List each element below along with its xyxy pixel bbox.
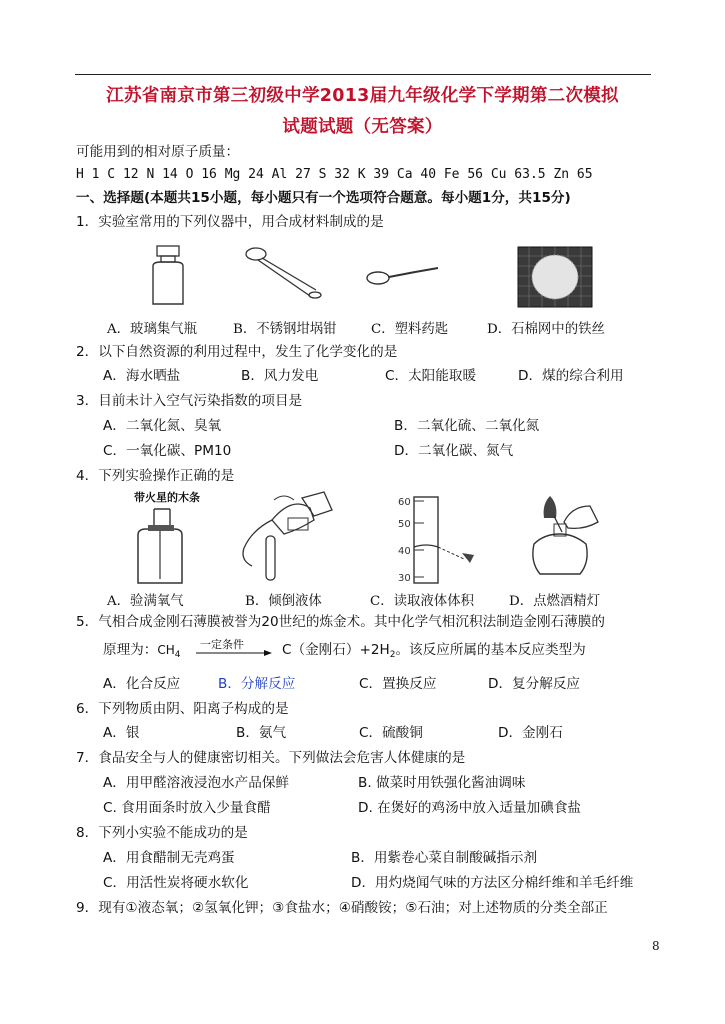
- reactant-formula: CH: [157, 643, 175, 657]
- question-1-option-a: A．玻璃集气瓶: [107, 322, 198, 337]
- page-title-line1: 江苏省南京市第三初级中学2013届九年级化学下学期第二次模拟: [106, 86, 619, 106]
- question-1-option-c: C．塑料药匙: [371, 322, 449, 337]
- question-4-stem: 4．下列实验操作正确的是: [76, 468, 235, 484]
- question-4-option-d: D．点燃酒精灯: [509, 594, 601, 609]
- question-6-option-b: B．氨气: [236, 725, 287, 741]
- question-5-option-d: D．复分解反应: [488, 676, 581, 692]
- question-7-option-c: C. 食用面条时放入少量食醋: [103, 800, 271, 816]
- question-3-option-b: B．二氧化硫、二氧化氮: [394, 418, 540, 434]
- question-3-option-c: C．一氧化碳、PM10: [103, 443, 232, 459]
- question-7-option-a: A．用甲醛溶液浸泡水产品保鲜: [103, 775, 290, 791]
- alcohol-lamp-figure: [514, 492, 604, 585]
- question-2-option-d: D．煤的综合利用: [518, 368, 624, 384]
- question-5-option-c: C．置换反应: [359, 676, 437, 692]
- ruler-tick-50: 50: [398, 519, 411, 530]
- question-2-stem: 2．以下自然资源的利用过程中，发生了化学变化的是: [76, 344, 398, 360]
- question-6-option-a: A．银: [103, 725, 140, 741]
- product-formula: C（金刚石）+2H: [282, 642, 390, 658]
- question-6-option-c: C．硫酸铜: [359, 725, 423, 741]
- question-8-option-a: A．用食醋制无壳鸡蛋: [103, 850, 235, 866]
- atomic-mass-list: H 1 C 12 N 14 O 16 Mg 24 Al 27 S 32 K 39 Ca 40 Fe 56 Cu 63.5 Zn 65: [76, 167, 593, 182]
- question-8-option-b: B．用紫卷心菜自制酸碱指示剂: [351, 850, 538, 866]
- question-8-option-c: C．用活性炭将硬水软化: [103, 875, 249, 891]
- plastic-spoon-figure: [364, 262, 444, 290]
- section-heading: 一、选择题(本题共15小题，每小题只有一个选项符合题意。每小题1分，共15分): [76, 190, 571, 206]
- question-7-stem: 7．食品安全与人的健康密切相关。下列做法会危害人体健康的是: [76, 750, 466, 766]
- question-1-stem: 1．实验室常用的下列仪器中，用合成材料制成的是: [76, 214, 384, 230]
- question-5-option-a: A．化合反应: [103, 676, 181, 692]
- question-2-option-c: C．太阳能取暖: [385, 368, 477, 384]
- oxygen-bottle-figure: [124, 505, 196, 585]
- page-title-line2: 试题试题（无答案）: [282, 117, 443, 137]
- glowing-splint-label: 带火星的木条: [134, 491, 200, 504]
- question-6-option-d: D．金刚石: [498, 725, 563, 741]
- question-5-stem: 5．气相合成金刚石薄膜被誉为20世纪的炼金术。其中化学气相沉积法制造金刚石薄膜的: [76, 614, 605, 630]
- question-7-option-b: B. 做菜时用铁强化酱油调味: [358, 775, 526, 791]
- ruler-tick-40: 40: [398, 546, 411, 557]
- question-6-stem: 6．下列物质由阴、阳离子构成的是: [76, 701, 289, 717]
- header-rule: [75, 74, 651, 75]
- reaction-condition: 一定条件: [200, 638, 244, 651]
- pouring-liquid-figure: [232, 490, 338, 585]
- crucible-tongs-figure: [236, 244, 328, 302]
- question-8-stem: 8．下列小实验不能成功的是: [76, 825, 248, 841]
- question-3-option-a: A．二氧化氮、臭氧: [103, 418, 222, 434]
- question-5-tail: 。该反应所属的基本反应类型为: [395, 642, 586, 658]
- product-subscript: 2: [389, 650, 396, 660]
- principle-label: 原理为：: [103, 642, 158, 658]
- reaction-arrow-icon: [196, 649, 272, 657]
- question-3-stem: 3．目前未计入空气污染指数的项目是: [76, 393, 303, 409]
- question-4-option-a: A．验满氧气: [107, 594, 184, 609]
- question-1-option-d: D．石棉网中的铁丝: [487, 322, 605, 337]
- question-5-product: [282, 641, 586, 664]
- question-2-option-a: A．海水晒盐: [103, 368, 181, 384]
- graduated-cylinder-figure: [384, 493, 480, 585]
- question-1-option-b: B．不锈钢坩埚钳: [233, 322, 337, 337]
- ruler-tick-30: 30: [398, 573, 411, 584]
- question-7-option-d: D. 在煲好的鸡汤中放入适量加碘食盐: [358, 800, 582, 816]
- question-8-option-d: D．用灼烧闻气味的方法区分棉纤维和羊毛纤维: [351, 875, 634, 891]
- asbestos-gauze-figure: [517, 246, 593, 308]
- question-2-option-b: B．风力发电: [241, 368, 319, 384]
- question-5-option-b: B．分解反应: [218, 676, 296, 692]
- question-5-principle: [103, 641, 181, 664]
- ruler-tick-60: 60: [398, 497, 411, 508]
- page-number: 8: [652, 939, 660, 953]
- question-9-stem: 9．现有①液态氧；②氢氧化钾；③食盐水；④硝酸铵；⑤石油；对上述物质的分类全部正: [76, 900, 608, 916]
- question-3-option-d: D．二氧化碳、氮气: [394, 443, 514, 459]
- gas-bottle-figure: [143, 244, 193, 310]
- reactant: [157, 643, 181, 660]
- question-4-option-c: C．读取液体体积: [370, 594, 474, 609]
- reactant-subscript: 4: [174, 650, 181, 660]
- question-4-option-b: B．倾倒液体: [245, 594, 322, 609]
- atomic-mass-label: 可能用到的相对原子质量：: [76, 144, 240, 160]
